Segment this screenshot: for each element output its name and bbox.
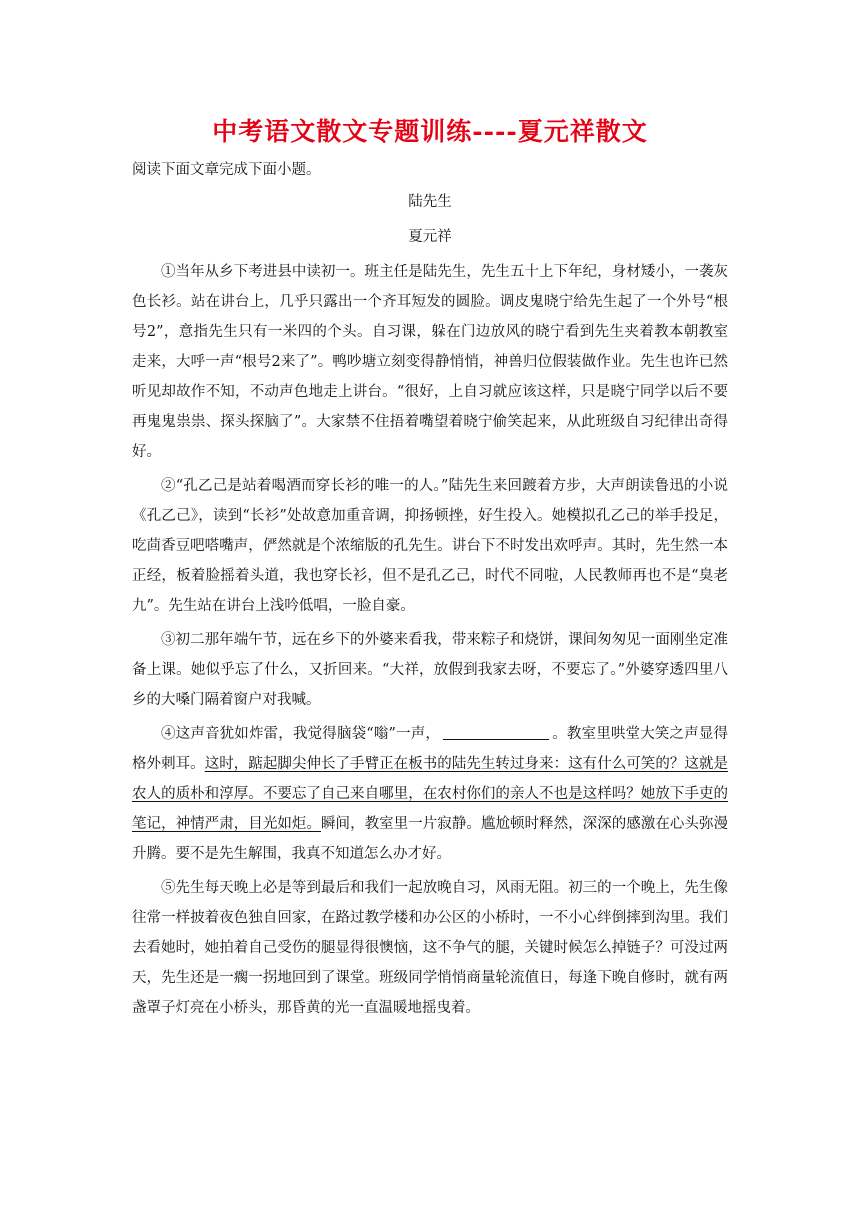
paragraph-4-start: ④这声音犹如炸雷，我觉得脑袋“嗡”一声， — [161, 726, 441, 742]
paragraph-2: ②“孔乙己是站着喝酒而穿长衫的唯一的人。”陆先生来回踱着方步，大声朗读鲁迅的小说《孔乙己》，读到“长衫”处故意加重音调，抑扬顿挫，好生投入。她模拟孔乙己的举手投足，吃茴香豆吧嗒嘴声，俨然就是个浓缩版的孔先生。讲台下不时发出欢呼声。其时，先生然一本正经，板着脸摇着头道，我也穿长衫，但不是孔乙己，时代不同啦，人民教师再也不是“臭老九”。先生站在讲台上浅吟低唱，一脸自豪。 — [132, 478, 728, 614]
document-title: 中考语文散文专题训练----夏元祥散文 — [212, 117, 648, 146]
article-body — [132, 257, 728, 1027]
article-title: 陆先生 — [408, 194, 452, 210]
answer-blank[interactable] — [443, 723, 549, 740]
paragraph-4-middle: 。教室里哄堂大笑之声显得格外刺耳。 — [132, 726, 729, 772]
instruction-text: 阅读下面文章完成下面小题。 — [132, 162, 321, 178]
paragraph-4 — [132, 719, 728, 869]
article-author: 夏元祥 — [408, 229, 452, 245]
paragraph-4-end: 瞬间，教室里一片寂静。尴尬顿时释然，深深的感激在心头弥漫升腾。要不是先生解围，我真不知道怎么办才好。 — [132, 816, 729, 862]
paragraph-3: ③初二那年端午节，远在乡下的外婆来看我，带来粽子和烧饼，课间匆匆见一面刚坐定准备上课。她似乎忘了什么，又折回来。“大祥，放假到我家去呀，不要忘了。”外婆穿透四里八乡的大嗓门隔着窗户对我喊。 — [132, 632, 728, 708]
underlined-passage: 这时，踮起脚尖伸长了手臂正在板书的陆先生转过身来：这有什么可笑的？这就是农人的质朴和淳厚。不要忘了自己来自哪里，在农村你们的亲人不也是这样吗？她放下手吏的笔记，神情严肃，目光如炬。 — [132, 756, 728, 832]
paragraph-1: ①当年从乡下考进县中读初一。班主任是陆先生，先生五十上下年纪，身材矮小，一袭灰色长衫。站在讲台上，几乎只露出一个齐耳短发的圆脸。调皮鬼晓宁给先生起了一个外号“根号2”，意指先生只有一米四的个头。自习课，躲在门边放风的晓宁看到先生夹着教本朝教室走来，大呼一声“根号2来了”。鸭吵塘立刻变得静悄悄，神兽归位假装做作业。先生也许已然听见却故作不知，不动声色地走上讲台。“很好，上自习就应该这样，只是晓宁同学以后不要再鬼鬼祟祟、探头探脑了”。大家禁不住捂着嘴望着晓宁偷笑起来，从此班级自习纪律出奇得好。 — [132, 264, 728, 460]
paragraph-5: ⑤先生每天晚上必是等到最后和我们一起放晚自习，风雨无阻。初三的一个晚上，先生像往常一样披着夜色独自回家，在路过教学楼和办公区的小桥时，一不小心绊倒摔到沟里。我们去看她时，她拍着自己受伤的腿显得很懊恼，这不争气的腿，关键时候怎么掉链子？可没过两天，先生还是一瘸一拐地回到了课堂。班级同学悄悄商量轮流值日，每逢下晚自修时，就有两盏罩子灯亮在小桥头，那昏黄的光一直温暖地摇曳着。 — [132, 880, 728, 1016]
